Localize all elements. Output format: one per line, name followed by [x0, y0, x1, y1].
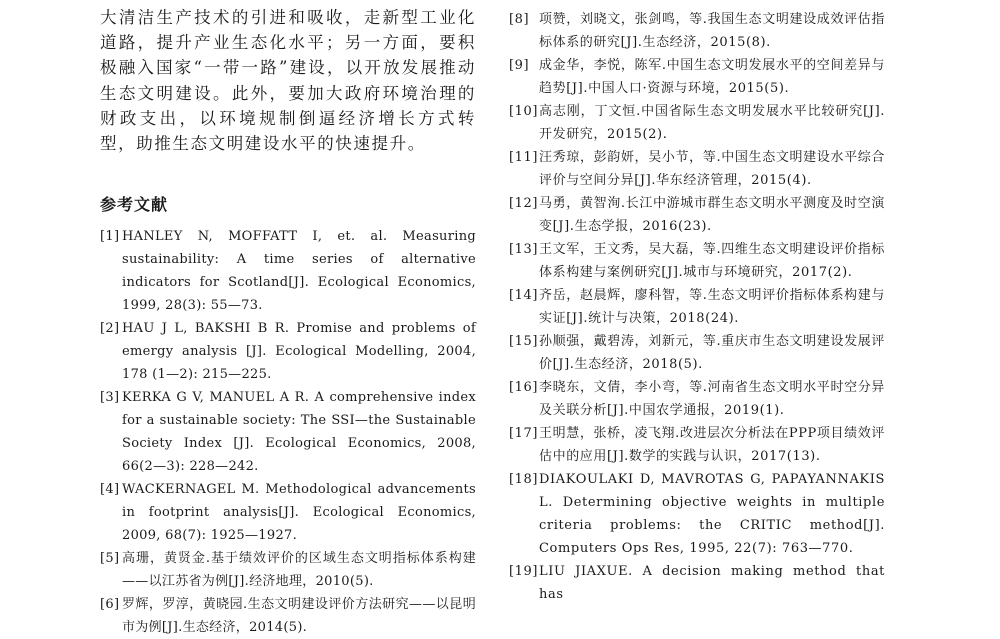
reference-item [509, 238, 885, 284]
reference-item [509, 54, 885, 100]
right-column [509, 8, 885, 606]
reference-number: [19] [509, 564, 539, 579]
reference-text: 罗辉，罗淳，黄晓园.生态文明建设评价方法研究——以昆明市为例[J].生态经济，2014(5). [122, 597, 476, 636]
reference-item [509, 422, 885, 468]
reference-text: DIAKOULAKI D, MAVROTAS G, PAPAYANNAKIS L. Determining objective weights in multiple criteria problems: the CRITIC method[J]. Computers Ops Res, 1995, 22(7): 763—770. [539, 472, 885, 556]
reference-text: 王明慧，张桥，凌飞翔.改进层次分析法在PPP项目绩效评估中的应用[J].数学的实践与认识，2017(13). [539, 426, 885, 464]
references-title: 参考文献 [100, 195, 169, 215]
left-column [100, 0, 476, 639]
reference-item [100, 386, 476, 478]
reference-item [509, 376, 885, 422]
reference-item [509, 468, 885, 560]
reference-number: [3] [100, 390, 120, 406]
reference-item [509, 146, 885, 192]
reference-number: [13] [509, 242, 539, 257]
reference-number: [11] [509, 150, 539, 165]
reference-text: KERKA G V, MANUEL A R. A comprehensive index for a sustainable society: The SSI—the Sustainable Society Index [J]. Ecological Economics, 2008, 66(2—3): 228—242. [122, 390, 476, 475]
reference-item [100, 478, 476, 547]
reference-text: 汪秀琼，彭韵妍，吴小节，等.中国生态文明建设水平综合评价与空间分异[J].华东经济管理，2015(4). [539, 150, 885, 188]
reference-number: [8] [509, 12, 530, 27]
reference-list-right [509, 8, 885, 606]
reference-text: 成金华，李悦，陈军.中国生态文明发展水平的空间差异与趋势[J].中国人口·资源与环境，2015(5). [539, 58, 885, 96]
reference-item [509, 284, 885, 330]
reference-number: [9] [509, 58, 530, 73]
reference-item [509, 192, 885, 238]
reference-item [509, 330, 885, 376]
reference-text: 项赞，刘晓文，张剑鸣，等.我国生态文明建设成效评估指标体系的研究[J].生态经济，2015(8). [539, 12, 885, 50]
reference-list-left [100, 225, 476, 639]
reference-number: [2] [100, 321, 120, 337]
reference-number: [17] [509, 426, 539, 441]
reference-text: HANLEY N, MOFFATT I, et. al. Measuring sustainability: A time series of alternative indicators for Scotland[J]. Ecological Economics, 1999, 28(3): 55—73. [122, 229, 476, 314]
reference-item [509, 560, 885, 606]
reference-number: [6] [100, 597, 120, 613]
reference-item [509, 100, 885, 146]
reference-number: [16] [509, 380, 539, 395]
reference-number: [1] [100, 229, 120, 245]
reference-number: [5] [100, 551, 120, 567]
reference-number: [4] [100, 482, 120, 498]
reference-text: 李晓东，文倩，李小弯，等.河南省生态文明水平时空分异及关联分析[J].中国农学通报，2019(1). [539, 380, 885, 418]
reference-text: WACKERNAGEL M. Methodological advancements in footprint analysis[J]. Ecological Economics, 2009, 68(7): 1925—1927. [122, 482, 476, 544]
reference-text: 王文军，王文秀，吴大磊，等.四维生态文明建设评价指标体系构建与案例研究[J].城市与环境研究，2017(2). [539, 242, 885, 280]
reference-number: [15] [509, 334, 539, 349]
reference-number: [10] [509, 104, 539, 119]
reference-text: 高珊，黄贤金.基于绩效评价的区域生态文明指标体系构建——以江苏省为例[J].经济地理，2010(5). [122, 551, 476, 590]
body-paragraph: 大清洁生产技术的引进和吸收，走新型工业化道路，提升产业生态化水平；另一方面，要积极融入国家“一带一路”建设，以开放发展推动生态文明建设。此外，要加大政府环境治理的财政支出，以环境规制倒逼经济增长方式转型，助推生态文明建设水平的快速提升。 [100, 8, 476, 154]
reference-text: HAU J L, BAKSHI B R. Promise and problems of emergy analysis [J]. Ecological Modelling, 2004, 178 (1—2): 215—225. [122, 321, 476, 383]
reference-text: 马勇，黄智洵.长江中游城市群生态文明水平测度及时空演变[J].生态学报，2016(23). [539, 196, 885, 234]
reference-number: [14] [509, 288, 539, 303]
reference-number: [18] [509, 472, 539, 487]
reference-text: 齐岳，赵晨辉，廖科智，等.生态文明评价指标体系构建与实证[J].统计与决策，2018(24). [539, 288, 885, 326]
reference-item [100, 547, 476, 593]
reference-text: 高志刚，丁文恒.中国省际生态文明发展水平比较研究[J].开发研究，2015(2). [539, 104, 885, 142]
reference-item [100, 225, 476, 317]
reference-number: [12] [509, 196, 539, 211]
reference-text: 孙顺强，戴碧涛，刘新元，等.重庆市生态文明建设发展评价[J].生态经济，2018(5). [539, 334, 885, 372]
reference-item [509, 8, 885, 54]
reference-text: LIU JIAXUE. A decision making method that has [539, 564, 885, 602]
reference-item [100, 593, 476, 639]
reference-item [100, 317, 476, 386]
